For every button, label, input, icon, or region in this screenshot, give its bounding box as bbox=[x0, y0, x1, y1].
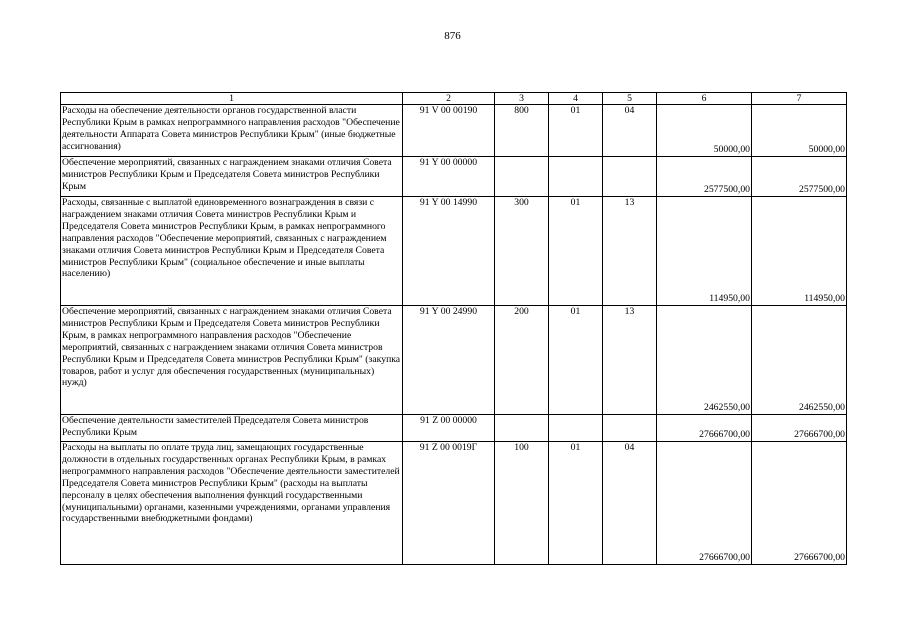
row-col4: 01 bbox=[549, 197, 603, 306]
row-col4: 01 bbox=[549, 442, 603, 565]
row-col5: 13 bbox=[603, 306, 657, 415]
header-cell-5: 5 bbox=[603, 93, 657, 105]
row-col5: 04 bbox=[603, 442, 657, 565]
header-cell-1: 1 bbox=[61, 93, 403, 105]
row-description: Обеспечение мероприятий, связанных с награждением знаками отличия Совета министров Республики Крым и Председателя Совета министров Республики Крым bbox=[61, 157, 403, 197]
budget-table bbox=[60, 92, 847, 565]
page-number: 876 bbox=[444, 30, 461, 42]
row-sum-7: 114950,00 bbox=[752, 197, 847, 306]
row-sum-7: 27666700,00 bbox=[752, 415, 847, 442]
header-cell-4: 4 bbox=[549, 93, 603, 105]
row-sum-6: 2577500,00 bbox=[657, 157, 752, 197]
table-header-row bbox=[61, 93, 847, 105]
row-sum-7: 50000,00 bbox=[752, 105, 847, 157]
row-description: Обеспечение мероприятий, связанных с награждением знаками отличия Совета министров Республики Крым и Председателя Совета министров Республики Крым, в рамках непрограммного направления расходов "Обеспечение мероприятий, связанных с награждением знаками отличия Совета министров Республики Крым и Председателя Совета министров Республики Крым" (закупка товаров, работ и услуг для обеспечения государственных (муниципальных) нужд) bbox=[61, 306, 403, 415]
header-cell-2: 2 bbox=[403, 93, 495, 105]
row-col4 bbox=[549, 157, 603, 197]
row-col3 bbox=[495, 157, 549, 197]
table-row bbox=[61, 105, 847, 157]
row-col5: 04 bbox=[603, 105, 657, 157]
row-description: Расходы на выплаты по оплате труда лиц, замещающих государственные должности в отдельных государственных органах Республики Крым, в рамках непрограммного направления расходов "Обеспечение деятельности заместителей Председателя Совета министров Республики Крым" (расходы на выплаты персоналу в целях обеспечения выполнения функций государственными (муниципальными) органами, казенными учреждениями, органами управления государственными внебюджетными фондами) bbox=[61, 442, 403, 565]
header-cell-3: 3 bbox=[495, 93, 549, 105]
row-code: 91 Z 00 0019Г bbox=[403, 442, 495, 565]
row-description: Обеспечение деятельности заместителей Председателя Совета министров Республики Крым bbox=[61, 415, 403, 442]
row-col3: 800 bbox=[495, 105, 549, 157]
table-row bbox=[61, 415, 847, 442]
row-sum-6: 2462550,00 bbox=[657, 306, 752, 415]
header-cell-6: 6 bbox=[657, 93, 752, 105]
table-row bbox=[61, 442, 847, 565]
row-code: 91 Z 00 00000 bbox=[403, 415, 495, 442]
row-code: 91 V 00 00190 bbox=[403, 105, 495, 157]
row-col3: 200 bbox=[495, 306, 549, 415]
row-col3: 100 bbox=[495, 442, 549, 565]
row-code: 91 Y 00 14990 bbox=[403, 197, 495, 306]
table-row bbox=[61, 157, 847, 197]
row-col5: 13 bbox=[603, 197, 657, 306]
row-col3 bbox=[495, 415, 549, 442]
row-col4: 01 bbox=[549, 105, 603, 157]
table-row bbox=[61, 197, 847, 306]
row-col5 bbox=[603, 157, 657, 197]
row-col4: 01 bbox=[549, 306, 603, 415]
row-sum-7: 27666700,00 bbox=[752, 442, 847, 565]
row-col3: 300 bbox=[495, 197, 549, 306]
row-sum-6: 27666700,00 bbox=[657, 415, 752, 442]
row-description: Расходы на обеспечение деятельности органов государственной власти Республики Крым в рамках непрограммного направления расходов "Обеспечение деятельности Аппарата Совета министров Республики Крым" (иные бюджетные ассигнования) bbox=[61, 105, 403, 157]
row-code: 91 Y 00 00000 bbox=[403, 157, 495, 197]
row-code: 91 Y 00 24990 bbox=[403, 306, 495, 415]
row-sum-6: 50000,00 bbox=[657, 105, 752, 157]
header-cell-7: 7 bbox=[752, 93, 847, 105]
row-sum-7: 2577500,00 bbox=[752, 157, 847, 197]
row-sum-6: 114950,00 bbox=[657, 197, 752, 306]
row-description: Расходы, связанные с выплатой единовременного вознаграждения в связи с награждением знаками отличия Совета министров Республики Крым и Председателя Совета министров Республики Крым, в рамках непрограммного направления расходов "Обеспечение мероприятий, связанных с награждением знаками отличия Совета министров Республики Крым и Председателя Совета министров Республики Крым" (социальное обеспечение и иные выплаты населению) bbox=[61, 197, 403, 306]
table-row bbox=[61, 306, 847, 415]
row-sum-6: 27666700,00 bbox=[657, 442, 752, 565]
row-col5 bbox=[603, 415, 657, 442]
row-col4 bbox=[549, 415, 603, 442]
row-sum-7: 2462550,00 bbox=[752, 306, 847, 415]
